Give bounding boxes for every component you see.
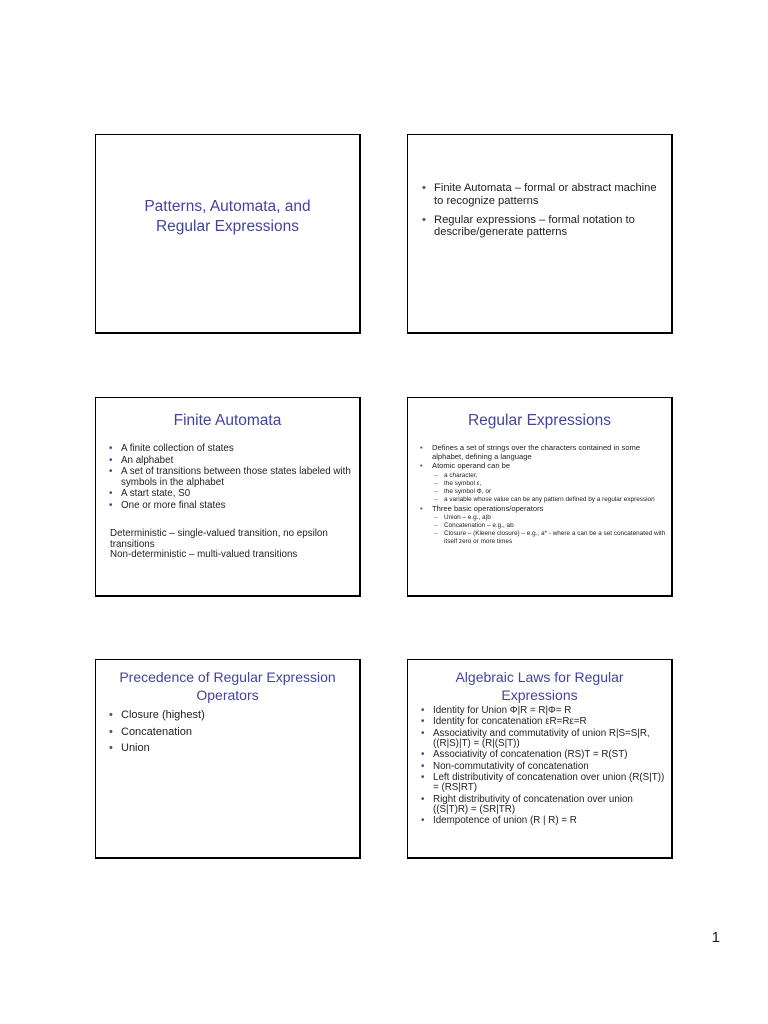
list-item (420, 462, 668, 503)
slide-overview (407, 134, 673, 334)
slide-6-title (408, 668, 671, 704)
list-item: • Concatenation (109, 726, 349, 739)
bullet-text: Defines a set of strings over the characters contained in some alphabet, defining a language (432, 443, 641, 461)
page-number: 1 (711, 929, 720, 946)
list-item: • Identity for Union Φ|R = R|Φ= R (421, 706, 669, 716)
sub-list-item: – the symbol Φ, or (432, 488, 668, 496)
sub-list-item: – a variable whose value can be any pattern defined by a regular expression (432, 496, 668, 504)
sub-list-item: – Closure – (Kleene closure) – e.g., a* - where a can be a set concatenated with itself zero or more times (432, 530, 668, 545)
list-item: • Identity for concatenation εR=Rε=R (421, 717, 669, 727)
title-line-2: Regular Expressions (155, 218, 299, 235)
list-item: • Regular expressions – formal notation to describe/generate patterns (422, 214, 662, 240)
title-line-1: Patterns, Automata, and (144, 198, 311, 215)
list-item: • Idempotence of union (R | R) = R (421, 816, 669, 826)
atomic-operand-sublist (432, 472, 668, 504)
list-item: • Right distributivity of concatenation over union ((S|T)R) = (SR|TR) (421, 795, 669, 815)
sub-list-item: – a character, (432, 472, 668, 480)
list-item (420, 505, 668, 546)
slide-finite-automata (95, 397, 361, 597)
list-item (420, 444, 668, 461)
slide-3-title: Finite Automata (173, 412, 282, 429)
sub-list-item: – Union – e.g., a|b (432, 514, 668, 522)
list-item: • A finite collection of states (109, 444, 354, 455)
slide-5-title (96, 668, 359, 704)
sub-list-item: – Concatenation – e.g., ab (432, 522, 668, 530)
list-item: • Left distributivity of concatenation over union (R(S|T)) = (RS|RT) (421, 773, 669, 793)
slide-algebraic-laws (407, 659, 673, 859)
list-item: • Associativity of concatenation (RS)T = R(ST) (421, 750, 669, 760)
list-item: • Associativity and commutativity of union R|S=S|R, ((R|S)|T) = (R|(S|T)) (421, 729, 669, 749)
deterministic-paragraph: Deterministic – single-valued transition, no epsilon transitions (110, 528, 328, 550)
slide-precedence (95, 659, 361, 859)
list-item: • Union (109, 742, 349, 755)
precedence-bullet-list (109, 709, 349, 759)
title-line-2: Operators (196, 687, 259, 703)
overview-bullet-list (422, 182, 662, 245)
list-item: • Finite Automata – formal or abstract machine to recognize patterns (422, 182, 662, 208)
slide-1-title (96, 197, 359, 237)
bullet-text: Three basic operations/operators (432, 503, 544, 513)
bullet-text: Atomic operand can be (432, 461, 511, 471)
list-item: • A set of transitions between those states labeled with symbols in the alphabet (109, 467, 354, 488)
list-item: • A start state, S0 (109, 489, 354, 500)
title-line-1: Algebraic Laws for Regular (455, 669, 624, 685)
operators-sublist (432, 514, 668, 545)
list-item: • Closure (highest) (109, 709, 349, 722)
non-deterministic-paragraph: Non-deterministic – multi-valued transitions (110, 549, 298, 560)
list-item: • One or more final states (109, 501, 354, 512)
slide-4-title: Regular Expressions (467, 412, 611, 429)
sub-list-item: – the symbol ε, (432, 480, 668, 488)
title-line-2: Expressions (501, 687, 578, 703)
list-item: • An alphabet (109, 456, 354, 467)
title-line-1: Precedence of Regular Expression (119, 669, 336, 685)
slide-title (95, 134, 361, 334)
regex-content (420, 444, 668, 547)
finite-automata-bullet-list (109, 444, 354, 512)
list-item: • Non-commutativity of concatenation (421, 762, 669, 772)
regex-bullet-list (420, 444, 668, 546)
slide-regular-expressions (407, 397, 673, 597)
algebraic-laws-bullet-list (421, 706, 669, 828)
